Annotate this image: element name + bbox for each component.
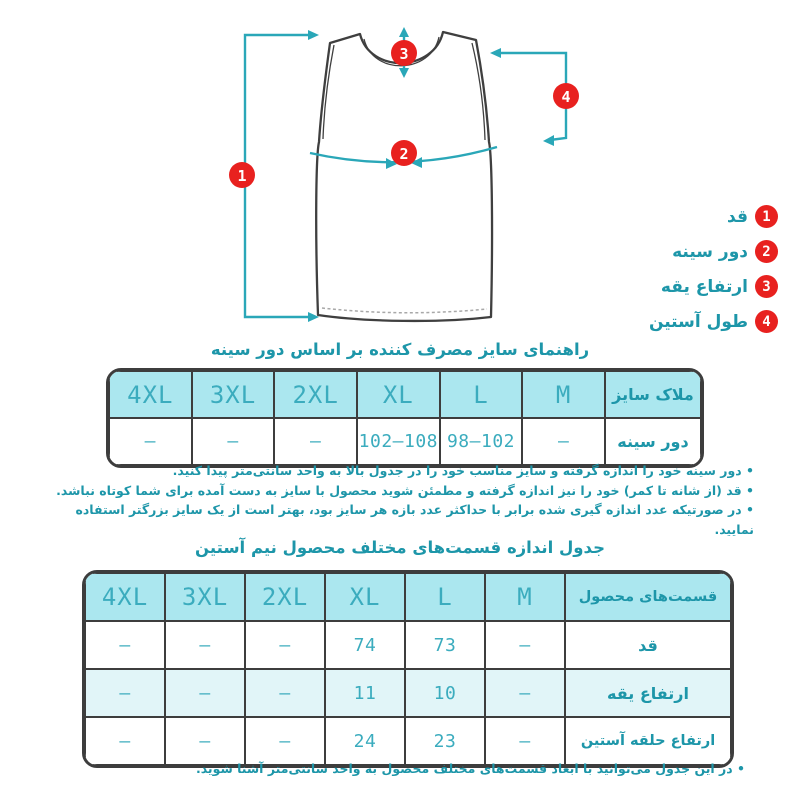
chest-value-l: [440, 418, 523, 465]
cell-value: –: [519, 634, 531, 656]
cell-value: –: [199, 730, 211, 752]
legend-item-height: [727, 205, 778, 228]
cell-value: –: [519, 730, 531, 752]
collar-row-label-text: ارتفاع یقه: [607, 683, 689, 703]
cell-value: –: [279, 730, 291, 752]
cell-value: –: [519, 682, 531, 704]
legend-label-height: قد: [727, 206, 748, 227]
cell-value: 102–108: [358, 431, 438, 452]
size-header-m: [522, 371, 605, 418]
svg-text:4: 4: [561, 88, 571, 106]
marker-3: [391, 40, 417, 66]
size-header-l: [440, 371, 523, 418]
cell-value: 73: [433, 634, 457, 656]
cell-value: –: [227, 431, 239, 452]
svg-text:1: 1: [237, 167, 247, 185]
svg-text:3: 3: [399, 45, 409, 63]
size-header-text: L: [473, 380, 489, 409]
size-header-text: 3XL: [209, 380, 257, 409]
cell-value: –: [279, 634, 291, 656]
cell-value: –: [119, 634, 131, 656]
size-header-text: M: [555, 380, 572, 409]
parts-header-l: [405, 573, 485, 621]
parts-header-xl: [325, 573, 405, 621]
armhole-value-4xl: [85, 717, 165, 765]
size-header-2xl: [274, 371, 357, 418]
legend-badge-4: 4: [755, 310, 778, 333]
height-value-3xl: [165, 621, 245, 669]
note-line-3: • در صورتیکه عدد اندازه گیری شده برابر با حداکثر عدد بازه هر سایز بود، بهتر است از یک سایز بزرگتر استفاده نمایید.: [75, 502, 754, 537]
armhole-value-2xl: [245, 717, 325, 765]
chest-value-m: [522, 418, 605, 465]
parts-header-2xl: [245, 573, 325, 621]
legend-item-sleeve: [649, 310, 778, 333]
cell-value: 74: [353, 634, 377, 656]
chest-value-xl: [357, 418, 440, 465]
collar-value-2xl: [245, 669, 325, 717]
cell-value: –: [199, 634, 211, 656]
cell-value: –: [309, 431, 322, 452]
armhole-arrow-top: [490, 48, 501, 58]
collar-value-4xl: [85, 669, 165, 717]
size-header-text: 2XL: [292, 380, 339, 409]
armhole-value-xl: [325, 717, 405, 765]
legend-label-chest: دور سینه: [672, 241, 748, 262]
armhole-value-l: [405, 717, 485, 765]
marker-2: [391, 140, 417, 166]
chest-value-2xl: [274, 418, 357, 465]
arrowhead-top-right: [308, 30, 319, 40]
size-header-text: XL: [349, 583, 381, 611]
cell-value: 23: [433, 730, 457, 752]
parts-label-header-text: قسمت‌های محصول: [578, 589, 718, 605]
parts-header-m: [485, 573, 565, 621]
parts-header-3xl: [165, 573, 245, 621]
size-header-4xl: [109, 371, 192, 418]
collar-arrow-up: [399, 27, 409, 37]
size-guide-title: راهنمای سایز مصرف کننده بر اساس دور سینه: [210, 340, 590, 359]
collar-value-m: [485, 669, 565, 717]
cell-value: 10: [433, 682, 457, 704]
cell-value: –: [557, 431, 570, 452]
size-header-text: 2XL: [261, 583, 309, 611]
cell-value: –: [279, 682, 291, 704]
marker-1: [229, 162, 255, 188]
chest-row-label-text: دور سینه: [617, 432, 689, 451]
svg-text:2: 2: [399, 145, 409, 163]
size-header-text: 4XL: [101, 583, 149, 611]
size-header-3xl: [192, 371, 275, 418]
size-header-xl: [357, 371, 440, 418]
legend-item-collar: [661, 275, 778, 298]
legend-item-chest: [672, 240, 778, 263]
height-row-label: [565, 621, 731, 669]
collar-value-3xl: [165, 669, 245, 717]
size-header-text: 3XL: [181, 583, 229, 611]
height-value-m: [485, 621, 565, 669]
height-row-label-text: قد: [638, 635, 658, 655]
cell-value: –: [144, 431, 156, 452]
size-guide-notes: [34, 461, 754, 539]
cell-value: –: [199, 682, 211, 704]
height-value-4xl: [85, 621, 165, 669]
measurement-legend: [649, 205, 778, 333]
armhole-row-label: [565, 717, 731, 765]
parts-header-4xl: [85, 573, 165, 621]
armhole-value-m: [485, 717, 565, 765]
size-criterion-header: [605, 371, 701, 418]
note-line-1: • دور سینه خود را اندازه گرفته و سایز مناسب خود را در جدول بالا به واحد سانتی‌متر پیدا کنید.: [172, 463, 754, 478]
chest-row-label: [605, 418, 701, 465]
cell-value: –: [119, 730, 131, 752]
cell-value: 11: [353, 682, 377, 704]
size-header-text: L: [437, 583, 453, 611]
height-value-2xl: [245, 621, 325, 669]
legend-label-sleeve: طول آستین: [648, 311, 748, 332]
cell-value: –: [119, 682, 131, 704]
parts-measurement-table: [82, 570, 734, 768]
size-header-text: XL: [382, 380, 414, 409]
collar-value-l: [405, 669, 485, 717]
chest-value-4xl: [109, 418, 192, 465]
size-measurement-diagram: [200, 10, 600, 340]
armhole-value-3xl: [165, 717, 245, 765]
parts-table-note: • در این جدول می‌توانید با ابعاد قسمت‌های مختلف محصول به واحد سانتی‌متر آشنا شوید.: [195, 761, 745, 776]
armhole-row-label-text: ارتفاع حلقه آستین: [580, 733, 716, 749]
collar-value-xl: [325, 669, 405, 717]
parts-label-header: [565, 573, 731, 621]
height-value-l: [405, 621, 485, 669]
legend-badge-3: 3: [755, 275, 778, 298]
size-header-text: M: [517, 583, 533, 611]
note-line-2: • قد (از شانه تا کمر) خود را نیز اندازه گرفته و مطمئن شوید محصول با سایز به دست آمده برای شما کوتاه نباشد.: [56, 482, 754, 498]
height-value-xl: [325, 621, 405, 669]
armhole-arrow-bottom: [543, 135, 554, 146]
legend-badge-2: 2: [755, 240, 778, 263]
legend-label-collar: ارتفاع یقه: [660, 276, 748, 297]
chest-value-3xl: [192, 418, 275, 465]
size-header-text: 4XL: [127, 380, 174, 409]
size-guide-table: [106, 368, 704, 468]
marker-4: [553, 83, 579, 109]
cell-value: 98–102: [446, 431, 515, 452]
collar-row-label: [565, 669, 731, 717]
size-criterion-header-text: ملاک سایز: [612, 385, 694, 404]
parts-table-title: جدول اندازه قسمت‌های مختلف محصول نیم آستین: [195, 538, 605, 557]
legend-badge-1: 1: [755, 205, 778, 228]
cell-value: 24: [353, 730, 377, 752]
